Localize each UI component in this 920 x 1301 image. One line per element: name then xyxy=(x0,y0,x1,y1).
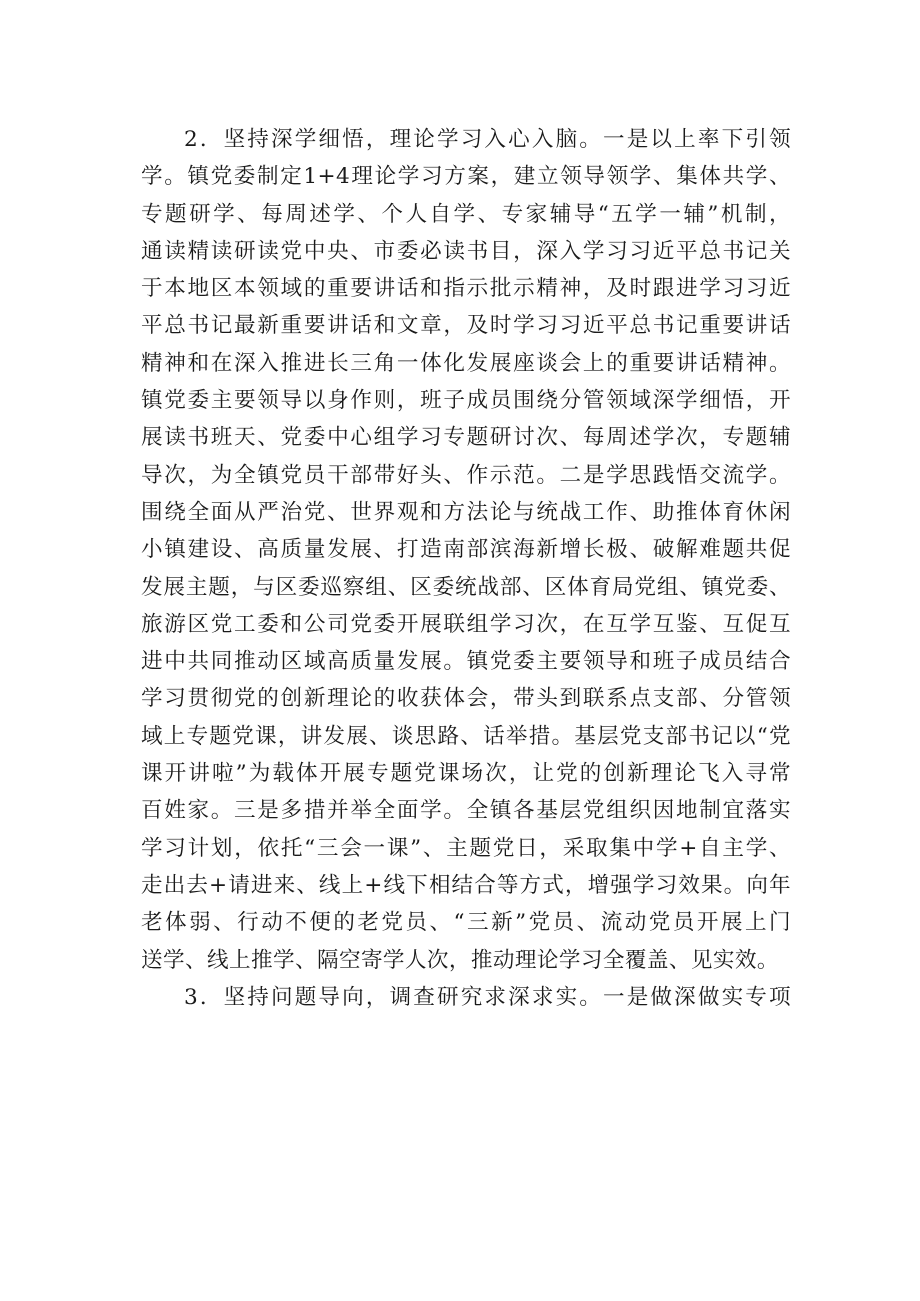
text-line: 通读精读研读党中央、市委必读书目，深入学习习近平总书记关 xyxy=(141,238,791,264)
text-line: 于本地区本领域的重要讲话和指示批示精神，及时跟进学习习近 xyxy=(141,276,791,302)
text-line: 围绕全面从严治党、世界观和方法论与统战工作、助推体育休闲 xyxy=(141,499,791,525)
text-line: 2．坚持深学细悟，理论学习入心入脑。一是以上率下引领 xyxy=(184,127,791,152)
text-line: 导次，为全镇党员干部带好头、作示范。二是学思践悟交流学。 xyxy=(141,462,791,488)
text-line: 展读书班天、党委中心组学习专题研讨次、每周述学次，专题辅 xyxy=(141,425,791,451)
text-line: 学。镇党委制定1+4理论学习方案，建立领导领学、集体共学、 xyxy=(141,164,791,190)
text-line: 发展主题，与区委巡察组、区委统战部、区体育局党组、镇党委、 xyxy=(141,574,791,600)
text-line: 专题研学、每周述学、个人自学、专家辅导“五学一辅”机制， xyxy=(141,201,791,227)
paragraph-2 xyxy=(141,121,791,979)
text-line: 学习计划，依托“三会一课”、主题党日，采取集中学+自主学、 xyxy=(141,835,791,861)
text-line: 送学、线上推学、隔空寄学人次，推动理论学习全覆盖、见实效。 xyxy=(141,947,779,973)
text-line: 老体弱、行动不便的老党员、“三新”党员、流动党员开展上门 xyxy=(141,910,791,936)
text-line: 镇党委主要领导以身作则，班子成员围绕分管领域深学细悟，开 xyxy=(141,388,791,414)
text-line: 平总书记最新重要讲话和文章，及时学习习近平总书记重要讲话 xyxy=(141,313,791,339)
text-line: 精神和在深入推进长三角一体化发展座谈会上的重要讲话精神。 xyxy=(141,350,791,376)
text-line: 进中共同推动区域高质量发展。镇党委主要领导和班子成员结合 xyxy=(141,649,791,675)
text-line: 域上专题党课，讲发展、谈思路、话举措。基层党支部书记以“党 xyxy=(141,723,791,749)
text-line: 学习贯彻党的创新理论的收获体会，带头到联系点支部、分管领 xyxy=(141,686,791,712)
text-line: 小镇建设、高质量发展、打造南部滨海新增长极、破解难题共促 xyxy=(141,537,791,563)
text-line: 3．坚持问题导向，调查研究求深求实。一是做深做实专项 xyxy=(184,984,791,1010)
document-body xyxy=(141,121,791,1016)
text-line: 百姓家。三是多措并举全面学。全镇各基层党组织因地制宜落实 xyxy=(141,798,791,824)
text-line: 课开讲啦”为载体开展专题党课场次，让党的创新理论飞入寻常 xyxy=(141,761,791,787)
text-line: 走出去+请进来、线上+线下相结合等方式，增强学习效果。向年 xyxy=(141,872,791,898)
paragraph-3 xyxy=(141,979,791,1016)
text-line: 旅游区党工委和公司党委开展联组学习次，在互学互鉴、互促互 xyxy=(141,611,791,637)
